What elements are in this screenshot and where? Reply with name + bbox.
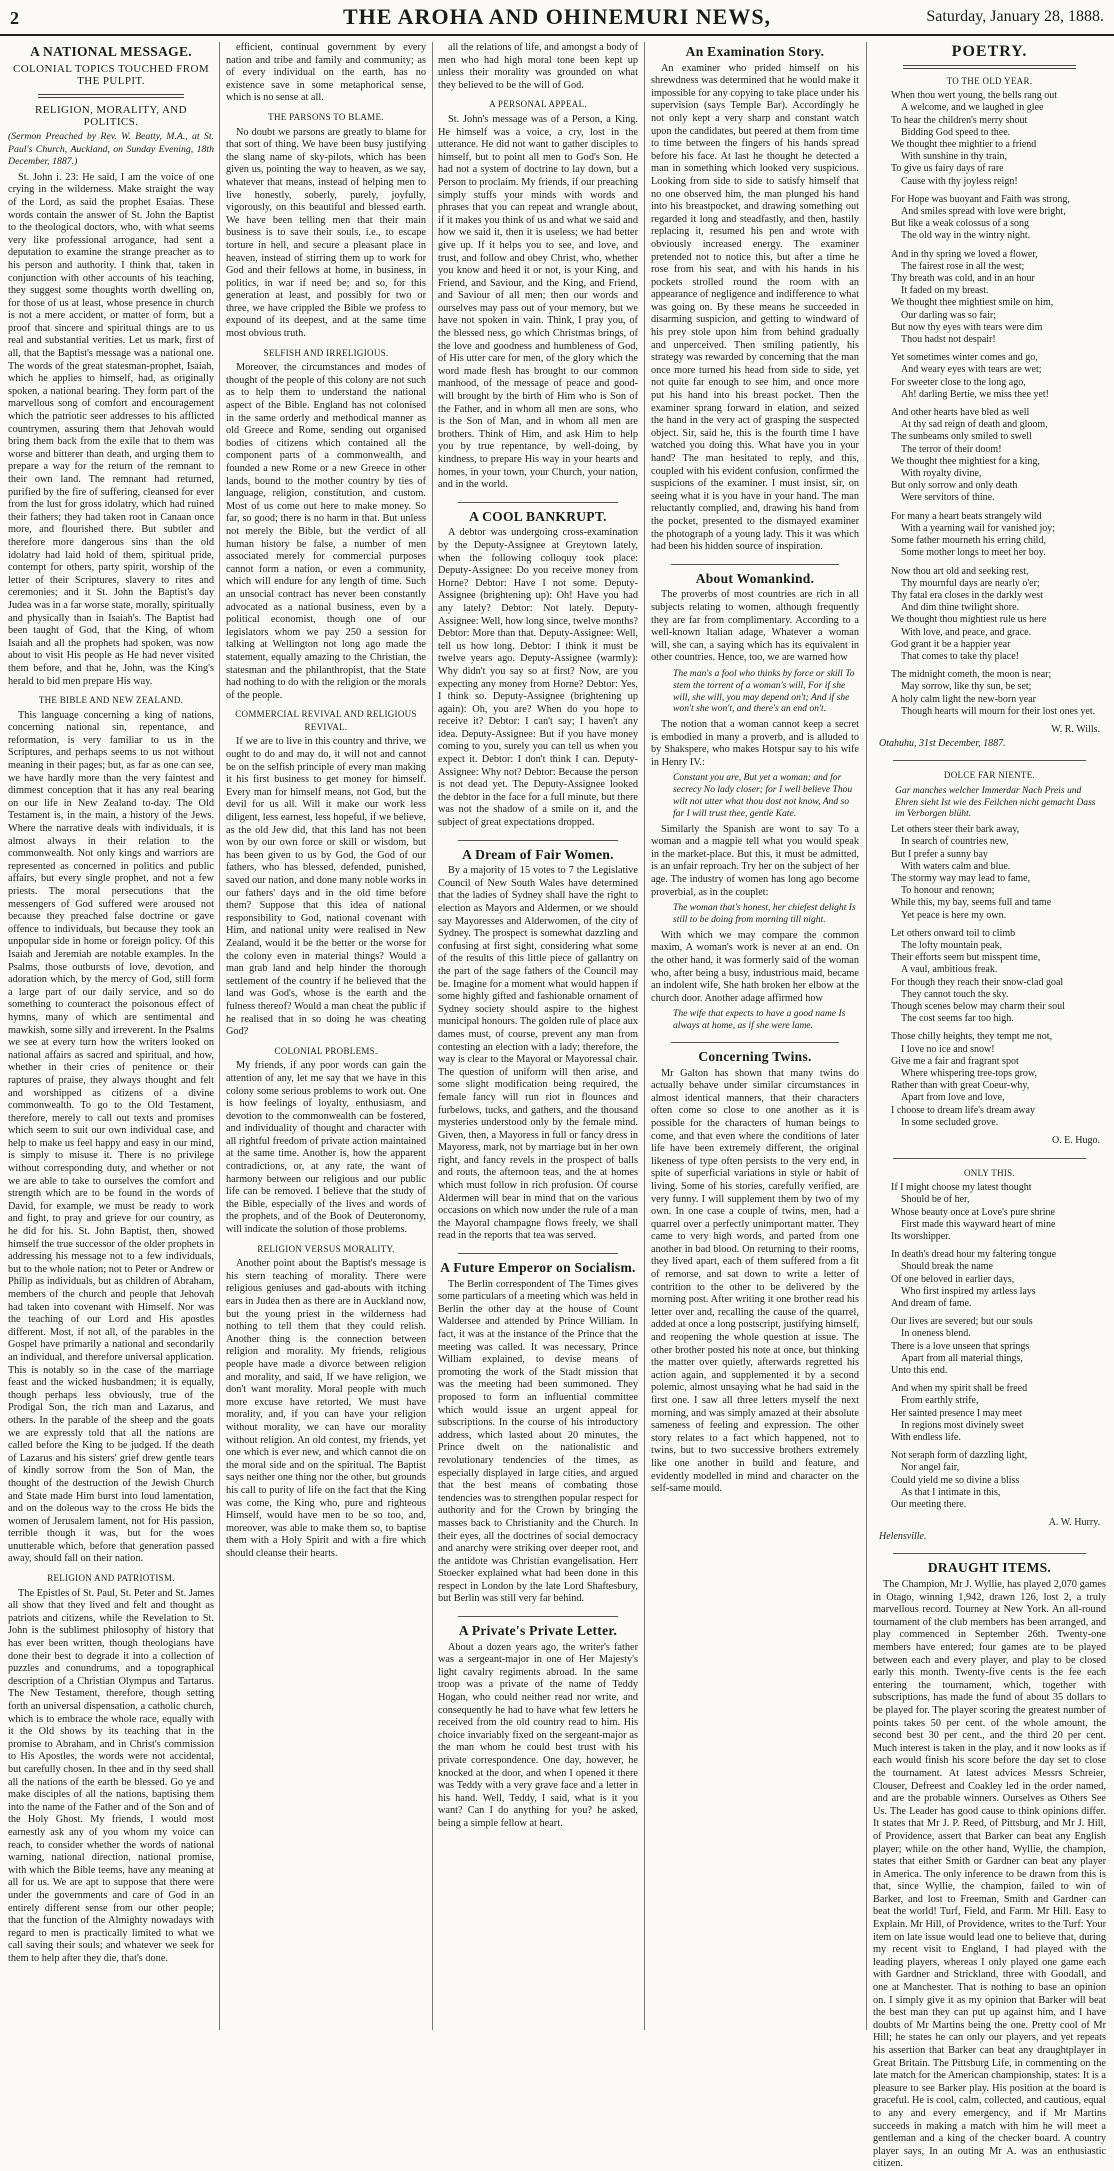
- poem-line: Of one beloved in earlier days,: [891, 1273, 1015, 1285]
- poem-stanza: [891, 1383, 1106, 1444]
- poem-line: As that I intimate in this,: [901, 1486, 1001, 1498]
- article-headline: A Private's Private Letter.: [458, 1623, 618, 1639]
- poem-line: The fairest rose in all the west;: [901, 260, 1025, 272]
- poem-line: For though they reach their snow-clad goal: [891, 976, 1064, 988]
- poem-stanza: [891, 669, 1106, 718]
- poem-line: We thought thee mightiest smile on him,: [891, 297, 1054, 309]
- poem-title: DOLCE FAR NIENTE.: [943, 770, 1036, 781]
- article-text: A debtor was undergoing cross-examination by the Deputy-Assignee at Greytown lately, when the following colloquy took place: Deputy-Assignee: Do you receive money from Horne? Debtor: Have I not some. Deputy-Assignee (brightening up): Oh! Have you had any lately? Debtor: Not lately. Deputy-Assignee: Well, how long since, twelve months? Debtor: More than that. Deputy-Assignee: Well, tell us how long. Debtor: I think it must be twelve years ago. Deputy-Assignee (warmly): Why didn't you say so at first? Now, are you expecting any money from Horne? Debtor: Yes, I think so. Deputy-Assignee (brightening up again): Oh, you are? When do you hope to receive it? Debtor: I can't say; I haven't any idea. Deputy-Assignee: But if you have money coming to you, surely you can tell us when you expect it. Debtor: I don't think I can. Deputy-Assignee: Why not? Debtor: Because the person is not dead yet. The Deputy-Assignee looked the debtor in the face for a full minute, but there was not the shadow of a smile on it, and the subject of great expectations dropped.: [438, 527, 638, 829]
- poem-line: In death's dread hour my faltering tongue: [891, 1249, 1057, 1261]
- poem-line: Whose beauty once at Love's pure shrine: [891, 1206, 1055, 1218]
- poem-line: A vaul, ambitious freak.: [901, 964, 998, 976]
- poetry-heading: POETRY.: [951, 43, 1028, 60]
- divider: [893, 1158, 1086, 1159]
- article-text: The proverbs of most countries are rich in all subjects relating to women, although frequently they are far from complimentary. According to a well-known Italian adage, Whatever a woman will, she can, a saying which has its equivalent in other countries. Hence, too, we are warned how: [651, 589, 859, 664]
- poem-line: We thought thee mightiest for a king,: [891, 455, 1040, 467]
- poem-author: A. W. Hurry.: [1048, 1517, 1100, 1529]
- poem-stanza: [891, 1182, 1106, 1243]
- poem-author: O. E. Hugo.: [1051, 1134, 1100, 1146]
- poem-line: For sweeter close to the long ago,: [891, 376, 1026, 388]
- poem-place: Helensville.: [879, 1530, 927, 1542]
- poem-line: Their efforts seem but misspent time,: [891, 952, 1041, 964]
- poem-line: In regions most divinely sweet: [901, 1419, 1024, 1431]
- poem-stanza: [891, 194, 1106, 243]
- poem-line: The cost seems far too high.: [901, 1013, 1014, 1025]
- poem-line: With a yearning wail for vanished joy;: [901, 522, 1055, 534]
- article-text: St. John's message was of a Person, a King. He himself was a voice, a cry, lost in the utterance. He did not want to gather disciples to himself, but to point all men to God's Son. He had not a system of doctrine to lay down, but a Person to proclaim. My friends, if our preaching simply stuffs your minds with words and phrases that you can repeat and wrangle about, if it makes you think of us and what we said and how we said it, then it is useless; we had better give up. If it helps you to see, and love, and trust, and follow and obey Christ, who, whether you know and heed it or not, is your King, and Friend, and Saviour, and the King, and Friend, and Saviour of all men; then our words and ourselves may pass out of your memory, but we have not spoken in vain. Think, I pray you, of the blessed ness, go which Christmas brings, of the love and goodness and humbleness of God, of His utter care for men, of the glory which the word made flesh has brought to our common manhood, of the message of peace and good-will brought by the birth of Him who is Son of the Father, and in whom all men are sons, who is the Son of Man, and in whom all men are brothers. Think of Him, and ask Him to help you by true repentance, by well-doing, by kindness, to prepare His way in your hearts and homes, in your town, your Church, your nation, and in the world.: [438, 113, 638, 491]
- section-heading: RELIGION VERSUS MORALITY.: [257, 1243, 395, 1254]
- poem-line: They cannot touch the sky.: [901, 988, 1009, 1000]
- article-headline: A COOL BANKRUPT.: [469, 508, 607, 524]
- poem-line: Not seraph form of dazzling light,: [891, 1450, 1028, 1462]
- poem-line: But I prefer a sunny bay: [891, 848, 988, 860]
- article-text: The notion that a woman cannot keep a secret is embodied in many a proverb, and is alluded to by Shakspere, who makes Hotspur say to his wife in Henry IV.:: [651, 719, 859, 768]
- poem: [873, 1182, 1106, 1511]
- poem-line: The terror of their doom!: [901, 443, 1002, 455]
- poem-line: Her sainted presence I may meet: [891, 1407, 1022, 1419]
- column-2: [226, 42, 426, 2030]
- poem-line: And other hearts have bled as well: [891, 407, 1030, 419]
- article-text: This language concerning a king of nations, concerning national sin, repentance, and reformation, is very familiar to us in the Scriptures, and perhaps seems to us not without meaning in their pages; but, as far as one can see, we have hardly more than the very faintest and dimmest conception that it has any real bearing on our life in New Zealand to-day. The Old Testament is, in the main, a history of the Jews. Where the narrative deals with individuals, it is almost always in their relation to the commonwealth. Not only kings and warriors are represented as concerned in politics and public affairs, but every single prophet, and not a few priests. The moral persecutions that the messengers of God suffered were aroused not because they preached false doctrine or gave offence to individuals, but because they took an unpopular side in home or foreign policy. Of this Isaiah and Jeremiah are notable examples. In the Psalms, those outbursts of love, devotion, and adoration which, by the mercy of God, still form a large part of our daily service, and so do something to counteract the poisonous effect of hymns, many of which are sentimental and mawkish, some silly and irreverent. In the Psalms we see at every turn how the writers looked on national affairs as sacred and spiritual, and how, whether in their cries of penitence or their raptures of praise, they always thought and felt and worshipped as citizens of a divine commonwealth. To go to the Old Testament, therefore, merely to call out texts and promises which seem to suit our own individual case, and help to make us feel happy and easy in our mind, is simply to misuse it. There is no privilege without corresponding duty, and whether or not we are able to take to ourselves the comfort and strength which are to be found in the words of David, for example, we must be ready to work and fight, to pray and grieve for our country, as he did for his. St. John Baptist, then, showed himself the true successor of the older prophets in addressing his message not to a few individuals, but to the whole nation; not to Peter or Andrew or Philip as individuals, but as children of Abraham, members of the church and people that Jehovah had taken into covenant with Himself. Nor was the teaching of our Lord and His apostles different. Most, if not all, of the parables in the Gospel have primarily a national and secondarily an individual, and therefore universal application. This is notably so in the case of the marriage feast and the wicked husbandmen; it is equally, though perhaps less obviously, true of the Prodigal Son, the rich man and Lazarus, and others. In the parable of the sheep and the goats we are expressly told that all the nations are called before the King to be judged. If the death of Lazarus and his sisters' grief drew gentle tears of kindly sorrow from the Son of Man, the thought of the destruction of the Jewish Church and State made Him burst into loud lamentation, and on the doleous way to the cross He bids the women of Jerusalem lament, not for His passion, terrible though it was, but for the woes unutterable which, before that generation passed away, should fall on their nation.: [8, 709, 214, 1565]
- poem-line: At thy sad reign of death and gloom,: [901, 419, 1048, 431]
- poem-line: To honour and renown;: [901, 885, 995, 897]
- poem-line: When thou wert young, the bells rang out: [891, 90, 1058, 102]
- poem-line: And when my spirit shall be freed: [891, 1383, 1028, 1395]
- poem-line: Now thou art old and seeking rest,: [891, 565, 1029, 577]
- article-text: By a majority of 15 votes to 7 the Legislative Council of New South Wales have determined that the ladies of Sydney shall have the right to election as Mayors and Aldermen, or we should say Mayoresses and Alderwomen, of the city of Sydney. The prospect is somewhat dazzling and confusing at first sight, considering what some of the results of this little piece of gallantry on the part of the sage fathers of the Council may be. Imagine for a moment what would happen if some highly gifted and fashionable ornament of Sydney society should aspire to the highest municipal honours. The golden rule of place aux dames must, of course, prevent any man from contesting an election with a lady; therefore, the way is clear to the Mayoral or Mayoressal chair. The question of uniform will then arise, and some slight modification being required, the female fancy will run riot in flounces and furbelows, tucks, and gathers, and the thousand mysteries understood only by the female mind. Given, then, a Mayoress in full or fancy dress in Mayoress, mark, not by marriage but in her own right, and fancy revels in the prospect of balls and routs, the afternoon teas, and the at homes which must follow in rich profusion. Of course Aldermen will bear in mind that on the various occasions on which now under the rule of a man the Mayoral champagne flows freely, we shall read in the reports that tea was served.: [438, 865, 638, 1242]
- poem-line: And dim thine twilight shore.: [901, 602, 1020, 614]
- issue-date: Saturday, January 28, 1888.: [926, 8, 1104, 25]
- poem-line: From earthly strife,: [901, 1395, 979, 1407]
- poem-line: And smiles spread with love were bright,: [901, 206, 1066, 218]
- poem-line: Bidding God speed to thee.: [901, 126, 1011, 138]
- column-rule: [432, 42, 433, 2030]
- divider: [893, 760, 1086, 761]
- article-headline: About Womankind.: [695, 570, 815, 586]
- poem-line: We thought thee mightier to a friend: [891, 139, 1037, 150]
- poem-line: Yet peace is here my own.: [901, 909, 1007, 921]
- poem-line: While this, my bay, seems full and tame: [891, 897, 1052, 909]
- section-heading: THE PARSONS TO BLAME.: [268, 111, 384, 122]
- poem-line: But now thy eyes with tears were dim: [891, 321, 1043, 333]
- article-text: The Champion, Mr J. Wyllie, has played 2,070 games in Otago, winning 1,942, drawn 126, lost 2, a truly marvellous record. Tourney at New York. An all-round tournament of the club members has been arranged, and play commenced in September 26th. Twenty-one members have entered; four games are to be played between each and every player, and play to be closed early this month. Twenty-five cents is the fee each entering the tournament, which, together with subscriptions, has made the fund of about 35 dollars to be played for. The player scoring the greatest number of points takes 50 per cent. of the whole amount, the second best 30 per cent., and the third 20 per cent. Much interest is taken in the play, and it now looks as if each would finish his score before the day set to close the tournament. At latest advices Messrs Schreier, Clouser, Defreest and Coakley led in the order named, and are the probable winners. Ourselves as Others See Us. The Leader has good cause to think opinions differ. It states that Mr J. P. Reed, of Pittsburg, and Mr J. Hill, of Providence, assert that Barker can beat any English player; while on the other hand, Wyllie, the champion, states that either Smith or Gardner can beat any player in America. The only inference to be drawn from this is that, since Wyllie, the champion, failed to win of Barker, and lost to Freeman, Smith and Gardner can beat the world! Turf, Field, and Farm. Mr Hill. Easy to Explain. Mr Hill, of Providence, writes to the Turf: Your item on late issue would lead one to believe that, during my recent visit to England, I had played with the leading players, whereas I only played one game each with Gardner and Strickland, three with Goodall, and one at Manchester. That is nothing to base an opinion on. I simply give it as my opinion that Barker will beat the best man they can put up against him, and I have doubts of Mr Martins being the one. Pretty cool of Mr Hill; he states he can only our players, and yet repeats his assertion that Barker can beat any draughtplayer in Great Britain. The Pittsburg Life, in commenting on the late match for the American championship, states: It is a pleasure to see Barker play. His position at the board is graceful. He is cool, calm, collected, and cautious, equal to any and every emergency, and if Mr Martins succeeds in making a match with him he will meet a gentleman and a king of the checker board. A country player says, In an outing Mr A. was an enthusiastic citizen.: [873, 1579, 1106, 2170]
- divider: [458, 840, 618, 841]
- poem-line: Though hearts will mourn for their lost ones yet.: [901, 705, 1096, 717]
- poem-stanza: [891, 1316, 1106, 1377]
- article-headline: An Examination Story.: [685, 44, 825, 59]
- divider: [903, 65, 1076, 69]
- poem-title: TO THE OLD YEAR.: [946, 75, 1033, 86]
- article-headline: A Dream of Fair Women.: [462, 846, 614, 862]
- poem-line: Unto this end.: [891, 1365, 948, 1377]
- poem-line: For many a heart beats strangely wild: [891, 510, 1042, 522]
- article-headline: A NATIONAL MESSAGE.: [30, 44, 192, 59]
- article-text: efficient, continual government by every nation and tribe and family and community; as of every individual on the earth, has no existence save in some metaphorical sense, which is no sense at all.: [226, 42, 426, 104]
- poem-stanza: [891, 407, 1106, 505]
- article-text: With which we may compare the common maxim, A woman's work is never at an end. On the other hand, it was formerly said of the woman who, after being a busy, industrious maid, became an indolent wife, She hath broken her elbow at the church door. Another adage affirmed how: [651, 929, 859, 1004]
- article-text: St. John i. 23: He said, I am the voice of one crying in the wilderness. Make straight the way of the Lord, as said the prophet Esaias. These words contain the answer of St. John the Baptist to the theological doctors, who, with what seems very like professional arrogance, had sent a deputation to examine the strange preacher as to his person and authority. I think that, taken in conjunction with other accounts of his teaching, they suggest some thoughts worth dwelling on, for those of us at least, whose presence in church is not a mere accident, or matter of form, but a proof that sincere and spiritual things are to us real and substantial verities. Let us mark, first of all, that the Baptist's message was a national one. The words of the great statesman-prophet, Isaiah, which he applies to himself, had, as originally spoken, a national bearing. They form part of the marvellous song of comfort and encouragement which the patriotic seer addresses to his afflicted countrymen, assuring them that Jehovah would bring them back from the exile that to them was worse and bitterer than death, and urging them to prepare a way for the return of the remnant to their own land. The remnant had returned, purified by the fire of suffering, cleansed for ever from the lust for gross idolatry, which had ruined their fathers; they had taken root in Canaan once more, and flourished there. But subtler and therefore more dangerous sins than the old idolatry had laid hold of them, spiritual pride, contempt for others, party spirit, worship of the letter of their Scriptures, slavery to rites and ceremonies; and it St. John the Baptist's day Judea was in a far worse state, morally, spiritually and physically than in Isaiah's. The Baptist had been taught of God, that the King, of whom Isaiah and all the prophets had spoken, was now about to visit His people as He had never visited them before, and that he, John, was the King's herald to bid men prepare His way.: [8, 171, 214, 687]
- column-1: [8, 42, 214, 2030]
- poem-line: Apart from all material things,: [901, 1352, 1023, 1364]
- page-number: 2: [10, 8, 19, 28]
- article-text: Moreover, the circumstances and modes of thought of the people of this colony are not such as to help them to understand the national aspect of the Bible. England has not colonised in the same orderly and methodical manner as old Greece and Rome, sending out organised bodies of citizens which contained all the component parts of a commonwealth, and founded a new Rome or a new Greece in other lands, bound to the mother country by ties of language, religion, constitution, and custom. Most of us come out here to make money. So far, so good; there is no harm in that. But unless not merely the Bible, but the verdict of all human history be false, a number of men associated merely for commercial purposes cannot form a nation, or even a community, which will endure for any length of time. Such an unsocial contract has never been constantly advocated as a national business, even by a political economist, though one of our legislators whom we pay 250 a session for talking at Wellington not long ago made the statement, equally amazing to the Christian, the statesman and the philanthropist, that the State had nothing to do with the religion or the morals of the people.: [226, 362, 426, 701]
- poem-line: Some mother longs to meet her boy.: [901, 547, 1046, 559]
- quoted-verse: The man's a fool who thinks by force or skill To stem the torrent of a woman's will, For if she will, she will, you may depend on't; And if she won't she won't, and there's an end on't.: [673, 667, 855, 715]
- quoted-verse: The wife that expects to have a good name Is always at home, as if she were lame.: [673, 1008, 846, 1032]
- poem-line: Where whispering tree-tops grow,: [901, 1067, 1037, 1079]
- divider: [893, 1553, 1086, 1554]
- poem-stanza: [891, 511, 1106, 560]
- article-text: Mr Galton has shown that many twins do actually behave under similar circumstances in almost identical manners, that their characters often come so close to one another as it is possible for the characters of human beings to come, and that even where the conditions of later life have been extremely different, the original likeness of type often persists to the very end, in spite of superficial variations in style or habit of living. Some of his stories, carefully verified, are very funny. I will supplement them by two of my own. In one case a couple of twins, men, had a quarrel over a perfectly unimportant matter. They came to very high words, and parted from one another in bad blood. On returning to their rooms, they lived apart, each of them suffered from a fit of remorse, and sat down to write a letter of contrition to the other to be delivered by the morning post. After writing it one brother read his letter over and, recalling the cause of the quarrel, added at once a long postscript, justifying himself, and reopening the whole question at issue. The other brother posted his note at once, but thinking the matter over quietly, afterwards regretted his action again, and supplemented it by a second polemic, almost unsaying what he had said in the first one. I saw all three letters myself the next morning, and was simply amazed at their absolute sameness of feeling and expression. The other story relates to a fact which happened, not to twins, but to two successive brothers extremely like one another in build and feature, and evidently modelled in mind and character on the self-same mould.: [651, 1067, 859, 1495]
- poem-line: But only sorrow and only death: [891, 480, 1018, 492]
- poem-stanza: [891, 566, 1106, 664]
- article-text: About a dozen years ago, the writer's father was a sergeant-major in one of Her Majesty's light cavalry regiments abroad. In the same troop was a private of the name of Teddy Hogan, who could neither read nor write, and consequently he had to have what few letters he received from the old country read to him. His choice invariably fixed on the sergeant-major as the man whom he could best trust with his private correspondence. One day, however, he knocked at the door, and when I opened it there was Teddy with a very grave face and a letter in his hand. Well, Teddy, I said, what is it you want? Can I do anything for you? he asked, being a simple fellow at heart.: [438, 1641, 638, 1829]
- divider: [458, 1616, 618, 1617]
- poem-line: With endless life.: [891, 1432, 961, 1444]
- poem-line: Nor angel fair,: [901, 1462, 960, 1474]
- poem-line: The lofty mountain peak,: [901, 939, 1003, 951]
- article-text: The Berlin correspondent of The Times gives some particulars of a meeting which was held in Berlin the other day at the house of Count Waldersee and attended by Prince William. In fact, it was at the instance of the Prince that the meeting was called. It was necessary, Prince William explained, to devise means of promoting the work of the Stadt mission that was the meeting had been summoned. They proposed to form an influential committee which would issue an urgent appeal for subscriptions. In the course of his introductory address, which lasted about 20 minutes, the Prince dwelt on the nationalistic and revolutionary tendencies of the times, as especially displayed in large cities, and argued that the best means of combating those tendencies was to strengthen popular respect for authority and for the Crown by bringing the masses back to Christianity and the Church. In their eyes, all the doctrines of social democracy and anarchy were striking over deeper root, and the antidote was Christian evangelisation. Herr Stoecker explained what had been done in this respect in London by the late Lord Shaftesbury, but Berlin was still very far behind.: [438, 1278, 638, 1605]
- poem-line: Thy breath was cold, and in an hour: [891, 273, 1035, 285]
- section-heading: COLONIAL PROBLEMS.: [274, 1045, 378, 1056]
- poem-line: I choose to dream life's dream away: [891, 1104, 1035, 1116]
- section-heading: SELFISH AND IRRELIGIOUS.: [263, 347, 389, 358]
- article-text: Another point about the Baptist's message is his stern teaching of morality. There were religious geniuses and gad-abouts with itching ears in Judea then as there are in Auckland now, but the young priest in the wilderness had nothing to tell them that they could relish. Another thing is the connection between religion and morality. My friends, religious people have made a divorce between religion and morality, and said, If we have religion, we don't want morality. Moral people with much more excuse have retorted, We must have morality, and, if you can have your religion without morality, we can have our morality without religion. An old contest, my friends, yet one which is ever new, and which cannot die on the moral side and on the spiritual. The Baptist says neither one thing nor the other, but grounds his call to purity of life on the fact that the King was come, the King who, pure and righteous Himself, would have men to be so too, and, moreover, was able to make them so, to baptise them with a Holy Spirit and with a fire which should cleanse their hearts.: [226, 1258, 426, 1559]
- poem-line: Ah! darling Bertie, we miss thee yet!: [901, 388, 1050, 400]
- poem-line: In search of countries new,: [901, 836, 1009, 848]
- poem-title: ONLY THIS.: [963, 1167, 1016, 1178]
- poem-stanza: [891, 249, 1106, 347]
- poem-stanza: [891, 928, 1106, 1026]
- poem-line: The stormy way may lead to fame,: [891, 872, 1031, 884]
- poem-line: That comes to take thy place!: [901, 650, 1020, 662]
- poem-line: With royalty divine,: [901, 468, 982, 480]
- quoted-verse: The woman that's honest, her chiefest delight Is still to be doing from morning till night.: [673, 902, 856, 926]
- article-headline: A Future Emperor on Socialism.: [440, 1260, 636, 1276]
- divider: [38, 94, 184, 98]
- newspaper-title: THE AROHA AND OHINEMURI NEWS,: [342, 4, 772, 29]
- section-heading: A PERSONAL APPEAL.: [489, 99, 587, 110]
- divider: [458, 1253, 618, 1254]
- poem-line: Yet sometimes winter comes and go,: [891, 352, 1038, 364]
- poem-line: Some father mourneth his erring child,: [891, 535, 1046, 547]
- poem-line: A holy calm light the new-born year: [891, 693, 1036, 705]
- column-5: [873, 42, 1106, 2170]
- poem-place: Otahuhu, 31st December, 1887.: [879, 737, 1006, 749]
- article-text: The Epistles of St. Paul, St. Peter and St. James all show that they lived and felt and thought as patriots and citizens, while the Revelation to St. John is the sublimest philosophy of history that has ever been written, though theologians have done their best to degrade it into a collection of puzzles and conundrums, and a topographical description of a Christian Olympus and Tartarus. The New Testament, therefore, though setting forth an universal dispensation, a catholic church, which is to embrace the whole race, equally with it the Old shows by its teaching that in the promise to Abraham, and in Christ's commission to His Apostles, the words were not accidental, but carefully chosen. In thee and in thy seed shall all the nations of the earth be blessed. Go ye and make disciples of all the nations, baptising them into the name of the Father and of the Son and of the Holy Ghost. My friends, I would most earnestly ask any of you whom my voice can reach, to consider whether the words of national warning, national direction, national promise, with which the Bible teems, have any meaning at all for us. We are apt to suppose that there were under the governments and care of God in an entirely different sense from our other people; that the function of the Almighty nowadays with regard to men is practically limited to what we call saving their souls; and whatever we seek for them to help after they die, that's done.: [8, 1587, 214, 1964]
- poem-line: For Hope was buoyant and Faith was strong,: [891, 193, 1070, 205]
- column-4: [651, 42, 859, 2030]
- article-text: all the relations of life, and amongst a body of men who had high moral tone been kept up unless their morality was grounded on what they believed to be the will of God.: [438, 42, 638, 91]
- poem-line: Though scenes below may charm their soul: [891, 1000, 1065, 1012]
- poem-line: Thy mournful days are nearly o'er;: [901, 577, 1040, 589]
- poem-line: The old way in the wintry night.: [901, 230, 1031, 242]
- poem-line: Apart from love and love,: [901, 1092, 1005, 1104]
- poem-line: Should break the name: [901, 1261, 993, 1273]
- poem-line: If I might choose my latest thought: [891, 1182, 1032, 1194]
- poem-line: And weary eyes with tears are wet;: [901, 364, 1042, 376]
- poem-line: Thou hadst not despair!: [901, 334, 996, 346]
- poem-author: W. R. Wills.: [1051, 723, 1100, 735]
- poem-line: With waters calm and blue.: [901, 860, 1011, 872]
- poem: [873, 90, 1106, 718]
- article-headline: DRAUGHT ITEMS.: [927, 1560, 1052, 1576]
- article-subtitle: COLONIAL TOPICS TOUCHED FROM THE PULPIT.: [12, 62, 210, 88]
- column-rule: [644, 42, 645, 2030]
- quoted-verse: Constant you are, But yet a woman; and for secrecy No lady closer; for I well believe Thou wilt not utter what thou dost not know, And so far I will trust thee, gentle Kate.: [673, 772, 853, 819]
- masthead: [0, 0, 1114, 36]
- poem-line: Those chilly heights, they tempt me not,: [891, 1031, 1053, 1043]
- poem-line: Our lives are severed; but our souls: [891, 1316, 1033, 1328]
- poem-stanza: [891, 1031, 1106, 1129]
- poem-line: In oneness blend.: [901, 1328, 971, 1340]
- poem-line: And in thy spring we loved a flower,: [891, 248, 1038, 260]
- poem-line: It faded on my breast.: [901, 285, 989, 297]
- poem-stanza: [891, 352, 1106, 401]
- poem-line: Thy fatal era closes in the darkly west: [891, 589, 1043, 601]
- poem-line: Its worshipper.: [891, 1230, 951, 1242]
- poem-line: Our darling was so fair;: [901, 309, 996, 321]
- poem-line: Give me a fair and fragrant spot: [891, 1055, 1019, 1067]
- poem-line: Rather than with great Coeur-why,: [891, 1080, 1030, 1092]
- poem-line: Should be of her,: [901, 1194, 970, 1206]
- poem-line: Our meeting there.: [891, 1499, 967, 1511]
- article-text: An examiner who prided himself on his shrewdness was determined that he would make it impossible for any copying to take place under his supervision (says Temple Bar). Accordingly he not only kept a very sharp and constant watch upon the candidates, but peered at them from time to time between the fingers of his hands spread before his face. At last he thought he detected a man in something which looked very suspicious. Looking from side to side to satisfy himself that no one observed him, the man plunged his hand into his breastpocket, and drawing something out regarded it long and steadfastly, and then, hastily replacing it, resumed his pen and wrote with obviously increased energy. The examiner pretended not to notice this, but after a time he rose from his seat, and with his hands in his pockets strolled round the room with an appearance of negligence and indifference to what was going on. By these means he succeeded in disarming suspicion, and getting to windward of his prey stole upon him from behind gradually and unperceived. Then smiling patiently, his strategy was rewarded by concerning that the man once more turned his head from side to side, yet not quite far enough to see him, and once more put his hand into his breast pocket. Then the examiner sprang forward in elation, and seized the hand in the very act of grasping the suspected object. Sir, said he, this is the fourth time I have watched you doing this. What have you in your hand? The man hesitated to reply, and this, coupled with his evident confusion, confirmed the suspicions of the examiner. I must insist, sir, on seeing what it is you have in your hand. The man reluctantly complied, and, drawing his hand from the pocket, presented to the dismayed examiner the photograph of a young lady. This it was which had been his hidden source of inspiration.: [651, 62, 859, 553]
- poem-line: God grant it be a happier year: [891, 638, 1011, 650]
- poem-stanza: [891, 1450, 1106, 1511]
- article-text: If we are to live in this country and thrive, we ought to do and may do, it will not and cannot be on the selfish principle of every man making it his first business to get money for himself. Every man for himself means, not God, but the devil for us all. Will it make our work less diligent, less earnest, less hopeful, if we believe, as the old Jew did, that this land has not been won by our own force or skill or wisdom, but has been given to us by God, the God of our fathers, who has blessed, defended, punished, saved our nation, and done many noble works in our fathers' days and in the old time before them? Suppose that this idea of national responsibility to God, national covenant with Him, and national unity were realised in New Zealand, would it be the better or the worse for the colony even in material things? Would a man grab land and help hinder the thorough settlement of the country if he believed that the land was God's, whose is the earth and the fulness thereof? Would a man cheat the public if he realised that in so doing he was cheating God?: [226, 736, 426, 1038]
- column-3: [438, 42, 638, 2030]
- section-heading: THE BIBLE AND NEW ZEALAND.: [38, 695, 184, 706]
- poem-line: A welcome, and we laughed in glee: [901, 102, 1044, 114]
- column-rule: [866, 42, 867, 2030]
- divider: [458, 502, 618, 503]
- poem-line: First made this wayward heart of mine: [901, 1218, 1056, 1230]
- poem-line: We thought thou mightiest rule us here: [891, 614, 1047, 626]
- poem-line: With love, and peace, and grace.: [901, 626, 1032, 638]
- divider: [671, 564, 839, 565]
- poem-line: And dream of fame.: [891, 1298, 972, 1309]
- poem-line: Could yield me so divine a bliss: [891, 1474, 1020, 1486]
- poem-line: The midnight cometh, the moon is near;: [891, 669, 1052, 681]
- poem-line: Let others steer their bark away,: [891, 824, 1020, 836]
- article-byline: (Sermon Preached by Rev. W. Beatty, M.A., at St. Paul's Church, Auckland, on Sunday Evening, 18th December, 1887.): [8, 130, 214, 168]
- divider: [671, 1042, 839, 1043]
- poem-line: There is a love unseen that springs: [891, 1340, 1030, 1352]
- poem-stanza: [891, 824, 1106, 922]
- article-subtitle: RELIGION, MORALITY, AND POLITICS.: [35, 103, 187, 129]
- poem-line: May sorrow, like thy sun, be set;: [901, 681, 1032, 693]
- poem-line: Were servitors of thine.: [901, 492, 995, 504]
- poem-stanza: [891, 90, 1106, 188]
- poem-line: Who first inspired my artless lays: [901, 1285, 1036, 1297]
- poem-epigraph: Gar manches welcher Immerdar Nach Preis und Ehren sieht Ist wie des Feilchen nicht gemacht Dass im Verborgen blüht.: [895, 784, 1096, 820]
- poem-line: To give us fairy days of rare: [891, 163, 1004, 175]
- poem-line: To hear the children's merry shout: [891, 114, 1028, 126]
- section-heading: RELIGION AND PATRIOTISM.: [47, 1573, 175, 1584]
- section-heading: COMMERCIAL REVIVAL AND RELIGIOUS REVIVAL.: [235, 709, 417, 732]
- poem-line: Cause with thy joyless reign!: [901, 175, 1018, 187]
- poem-stanza: [891, 1249, 1106, 1310]
- article-text: No doubt we parsons are greatly to blame for that sort of thing. We have been busy justifying the slang name of sky-pilots, which has been given us, pointing the way to heaven, as we say, whatever that means, instead of helping men to live honestly, soberly, purely, joyfully, vigorously, on this beautiful and blessed earth. We have been telling men that their main business is to save their souls, i.e., to escape torture in hell, and secure a pleasant place in heaven, instead of stirring them up to work for God and their fellows at home, in business, in politics, in war if need be; and so, for this generation at least, and possibly for two or three, we have crippled the Bible we profess to expound of its deepest, and at the same time most obvious truth.: [226, 126, 426, 340]
- poem: [873, 824, 1106, 1129]
- poem-line: Let others onward toil to climb: [891, 927, 1016, 939]
- article-text: My friends, if any poor words can gain the attention of any, let me say that we have in this colony some serious problems to work out. One is how feelings of loyalty, enthusiasm, and devotion to the commonwealth can be fostered, and individuality of thought and character with all rightful freedom of private action maintained at the same time. Another is, how the apparent contradictions, or, at any rate, the want of harmony between our religious and our public life can be removed. I believe that the study of the Bible, especially of the lives and words of the prophets, and of the Book of Deuteronomy, will indicate the solution of those problems.: [226, 1060, 426, 1236]
- poem-line: In some secluded grove.: [901, 1116, 999, 1128]
- poem-line: But like a weak colossus of a song: [891, 218, 1030, 230]
- poem-line: The sunbeams only smiled to swell: [891, 431, 1032, 443]
- poem-line: With sunshine in thy train,: [901, 151, 1007, 163]
- article-text: Similarly the Spanish are wont to say To a woman and a magpie tell what you would speak in the market-place. But this, it must be admitted, is an unfair reproach. Try her on the subject of her age. The industry of women has long ago become proverbial, as in the couplet:: [651, 823, 859, 898]
- poem-line: I love no ice and snow!: [901, 1043, 995, 1055]
- article-headline: Concerning Twins.: [698, 1048, 812, 1064]
- column-rule: [219, 42, 220, 2030]
